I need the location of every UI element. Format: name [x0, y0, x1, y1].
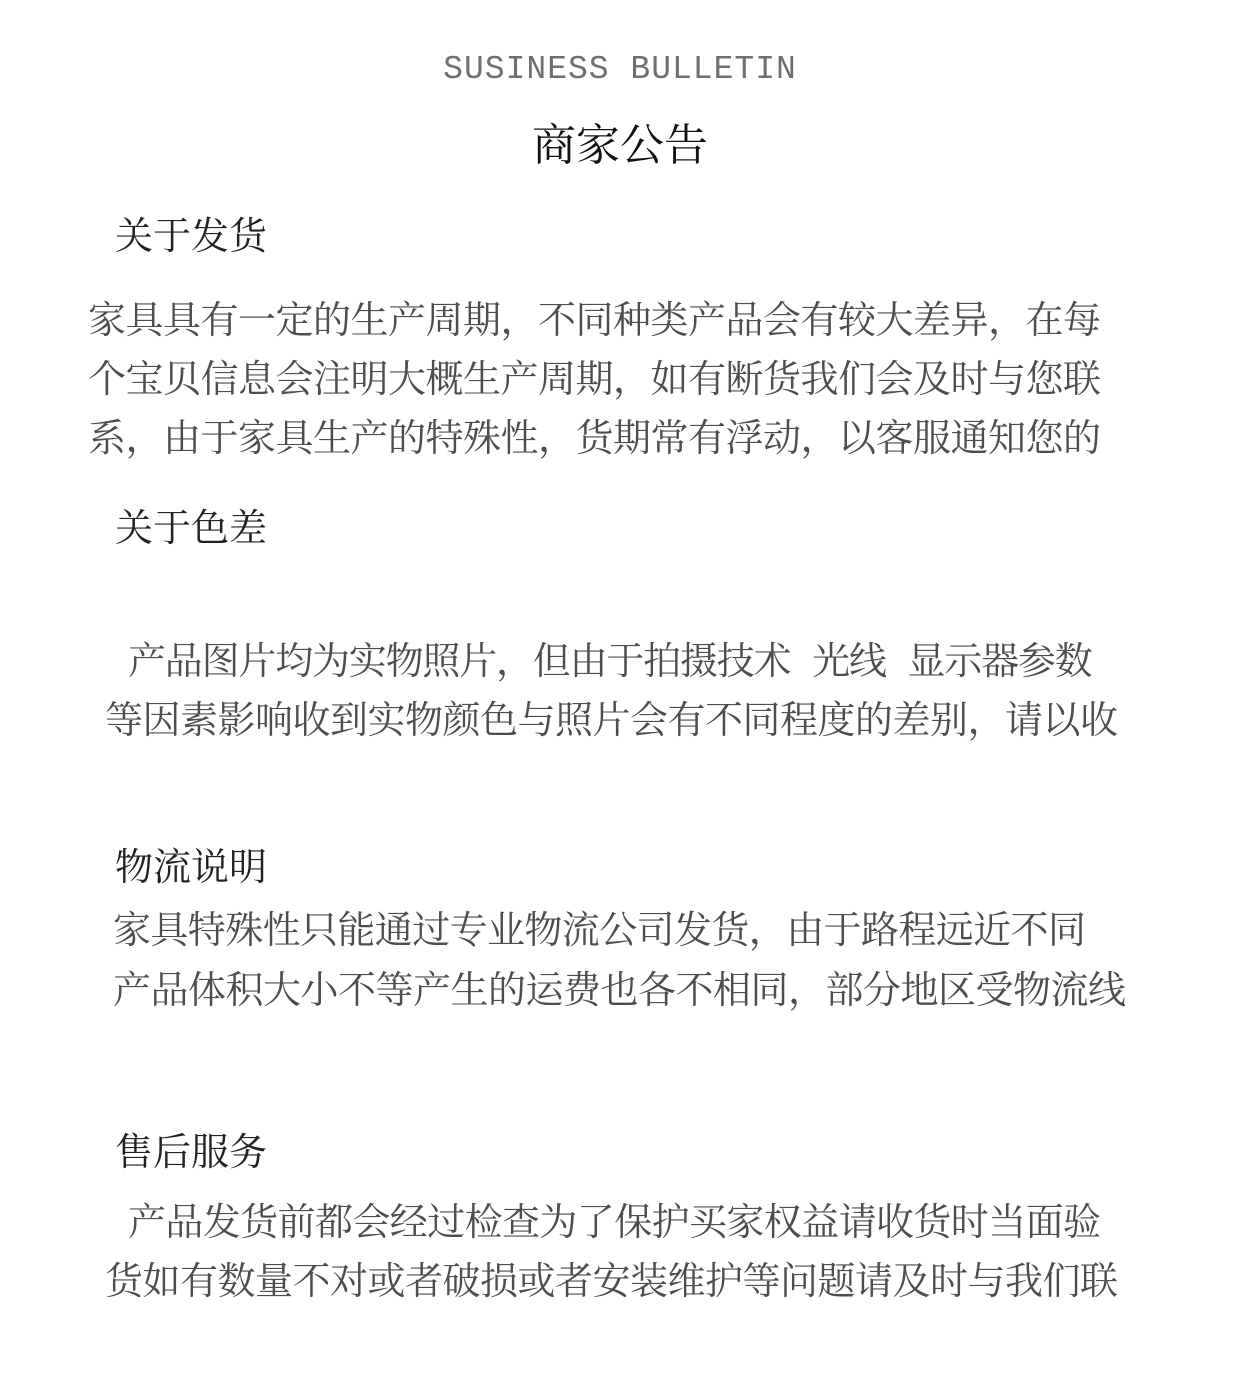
page-title: 商家公告	[532, 120, 708, 171]
logistics-text-line: 家具特殊性只能通过专业物流公司发货，由于路程远近不同	[113, 908, 1086, 952]
section-heading-logistics: 物流说明	[115, 845, 268, 889]
section-heading-color-difference: 关于色差	[115, 506, 268, 550]
shipping-text-line: 家具具有一定的生产周期，不同种类产品会有较大差异，在每	[88, 298, 1101, 342]
section-heading-after-sales: 售后服务	[115, 1130, 268, 1174]
section-heading-shipping: 关于发货	[115, 214, 268, 258]
color-difference-text-line: 产品图片均为实物照片，但由于拍摄技术 光线 显示器参数	[128, 639, 1092, 683]
color-difference-text-line: 等因素影响收到实物颜色与照片会有不同程度的差别，请以收	[105, 698, 1118, 742]
bulletin-subtitle: SUSINESS BULLETIN	[443, 51, 797, 88]
shipping-text-line: 系，由于家具生产的特殊性，货期常有浮动，以客服通知您的	[88, 416, 1101, 460]
logistics-text-line: 产品体积大小不等产生的运费也各不相同，部分地区受物流线	[113, 968, 1126, 1012]
shipping-text-line: 个宝贝信息会注明大概生产周期，如有断货我们会及时与您联	[88, 357, 1101, 401]
after-sales-text-line: 货如有数量不对或者破损或者安装维护等问题请及时与我们联	[105, 1259, 1118, 1303]
after-sales-text-line: 产品发货前都会经过检查为了保护买家权益请收货时当面验	[128, 1200, 1101, 1244]
